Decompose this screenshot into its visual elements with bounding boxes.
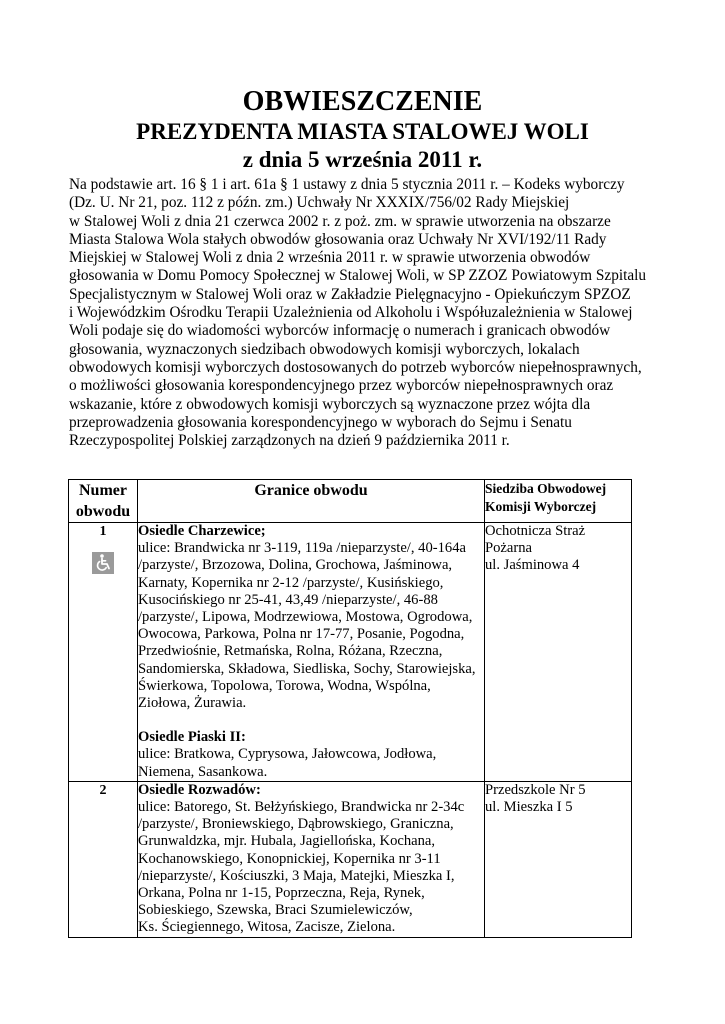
street-list-line: /parzyste/, Brzozowa, Dolina, Grochowa, Jaśminowa, [138, 557, 453, 574]
header-district-number-line: Numer [79, 482, 127, 499]
preamble-line: Rzeczypospolitej Polskiej zarządzonych na dzień 9 października 2011 r. [69, 432, 510, 450]
street-list-line: Przedwiośnie, Retmańska, Rolna, Różana, Rzeczna, [138, 643, 443, 660]
notice-date: z dnia 5 września 2011 r. [242, 147, 483, 172]
estate-name: Osiedle Piaski II: [138, 729, 246, 746]
district-boundaries-cell [138, 781, 485, 937]
preamble-line: Miejskiej w Stalowej Woli z dnia 2 września 2011 r. w sprawie utworzenia obwodów [69, 249, 591, 267]
street-list-line: Kusocińskiego nr 25-41, 43,49 /nieparzyste/, 46-88 [138, 591, 438, 608]
district-number: 2 [99, 782, 107, 798]
wheelchair-accessible-icon [92, 552, 114, 574]
street-list-line: Karnaty, Kopernika nr 2-12 /parzyste/, Kusińskiego, [138, 574, 444, 591]
header-district-boundaries: Granice obwodu [138, 480, 485, 523]
district-number-cell [69, 781, 138, 937]
header-district-number [69, 480, 138, 523]
street-list-line: Świerkowa, Topolowa, Torowa, Wodna, Wspólna, [138, 677, 431, 694]
district-boundaries-cell [138, 523, 485, 782]
header-commission-seat [485, 480, 632, 523]
street-list-line: Sobieskiego, Szewska, Braci Szumielewiczów, [138, 902, 413, 919]
header-commission-seat-line: Komisji Wyborczej [485, 499, 597, 514]
street-list-line: Orkana, Polna nr 1-15, Poprzeczna, Reja, Rynek, [138, 885, 425, 902]
seat-line: Ochotnicza Straż [485, 523, 586, 539]
street-list-line: Ks. Ściegiennego, Witosa, Zacisze, Zielona. [138, 919, 396, 936]
preamble-line: o możliwości głosowania korespondencyjnego przez wyborców niepełnosprawnych oraz [69, 377, 614, 395]
preamble-line: Woli podaje się do wiadomości wyborców informację o numerach i granicach obwodów [69, 322, 611, 340]
table-header-row [69, 480, 632, 523]
street-list-line: /parzyste/, Broniewskiego, Dąbrowskiego, Graniczna, [138, 816, 454, 833]
preamble-line: w Stalowej Woli z dnia 21 czerwca 2002 r. z poż. zm. w sprawie utworzenia na obszarze [69, 212, 611, 230]
preamble-line: i Wojewódzkim Ośrodku Terapii Uzależnienia od Alkoholu i Współuzależnienia w Stalowej [69, 304, 633, 322]
seat-line: ul. Jaśminowa 4 [485, 557, 580, 574]
preamble-line: (Dz. U. Nr 21, poz. 112 z późn. zm.) Uchwały Nr XXXIX/756/02 Rady Miejskiej [69, 194, 570, 212]
preamble-paragraph [69, 176, 669, 450]
street-list-line: ulice: Batorego, St. Bełżyńskiego, Brandwicka nr 2-34c [138, 799, 465, 816]
seat-line: Przedszkole Nr 5 [485, 781, 586, 798]
seat-line: ul. Mieszka I 5 [485, 799, 573, 816]
street-list-line: /nieparzyste/, Kościuszki, 3 Maja, Matejki, Mieszka I, [138, 867, 455, 884]
street-list-line: Sandomierska, Składowa, Siedliska, Sochy, Starowiejska, [138, 660, 476, 677]
preamble-line: wskazanie, które z obwodowych komisji wyborczych są wyznaczone przez wójta dla [69, 395, 591, 413]
preamble-line: głosowania w Domu Pomocy Społecznej w Stalowej Woli, w SP ZZOZ Powiatowym Szpitalu [69, 267, 647, 285]
street-list-line: ulice: Bratkowa, Cyprysowa, Jałowcowa, Jodłowa, [138, 746, 437, 763]
street-list-line: Owocowa, Parkowa, Polna nr 17-77, Posanie, Pogodna, [138, 626, 465, 643]
table-row [69, 781, 632, 937]
street-list-line: Grunwaldzka, mjr. Hubala, Jagiellońska, Kochana, [138, 833, 436, 850]
spacer [138, 712, 484, 729]
estate-name: Osiedle Rozwadów: [138, 781, 261, 798]
preamble-line: przeprowadzenia głosowania korespondencyjnego w wyborach do Sejmu i Senatu [69, 413, 572, 431]
preamble-line: Specjalistycznym w Stalowej Woli oraz w Zakładzie Pielęgnacyjno - Opiekuńczym SPZOZ [69, 285, 631, 303]
header-commission-seat-line: Siedziba Obwodowej [485, 481, 607, 496]
notice-issuer: PREZYDENTA MIASTA STALOWEJ WOLI [136, 119, 589, 144]
street-list-line: /parzyste/, Lipowa, Modrzewiowa, Mostowa, Ogrodowa, [138, 609, 473, 626]
street-list-line: ulice: Brandwicka nr 3-119, 119a /nieparzyste/, 40-164a [138, 540, 466, 557]
districts-table [68, 479, 632, 938]
table-row [69, 523, 632, 782]
preamble-line: głosowania, wyznaczonych siedzibach obwodowych komisji wyborczych, lokalach [69, 340, 580, 358]
district-number: 1 [99, 524, 107, 539]
estate-name: Osiedle Charzewice; [138, 523, 266, 539]
header-district-number-line: obwodu [75, 503, 131, 520]
preamble-line: Na podstawie art. 16 § 1 i art. 61a § 1 ustawy z dnia 5 stycznia 2011 r. – Kodeks wyborczy [69, 176, 625, 193]
preamble-line: obwodowych komisji wyborczych dostosowanych do potrzeb wyborców niepełnosprawnych, [69, 358, 642, 376]
street-list-line: Kochanowskiego, Konopnickiej, Kopernika nr 3-11 [138, 850, 441, 867]
seat-line: Pożarna [485, 540, 533, 557]
notice-title: OBWIESZCZENIE [242, 86, 483, 117]
district-number-cell [69, 523, 138, 782]
preamble-line: Miasta Stalowa Wola stałych obwodów głosowania oraz Uchwały Nr XVI/192/11 Rady [69, 230, 607, 248]
street-list-line: Niemena, Sasankowa. [138, 763, 268, 780]
commission-seat-cell [485, 781, 632, 937]
commission-seat-cell [485, 523, 632, 782]
street-list-line: Ziołowa, Żurawia. [138, 695, 247, 712]
